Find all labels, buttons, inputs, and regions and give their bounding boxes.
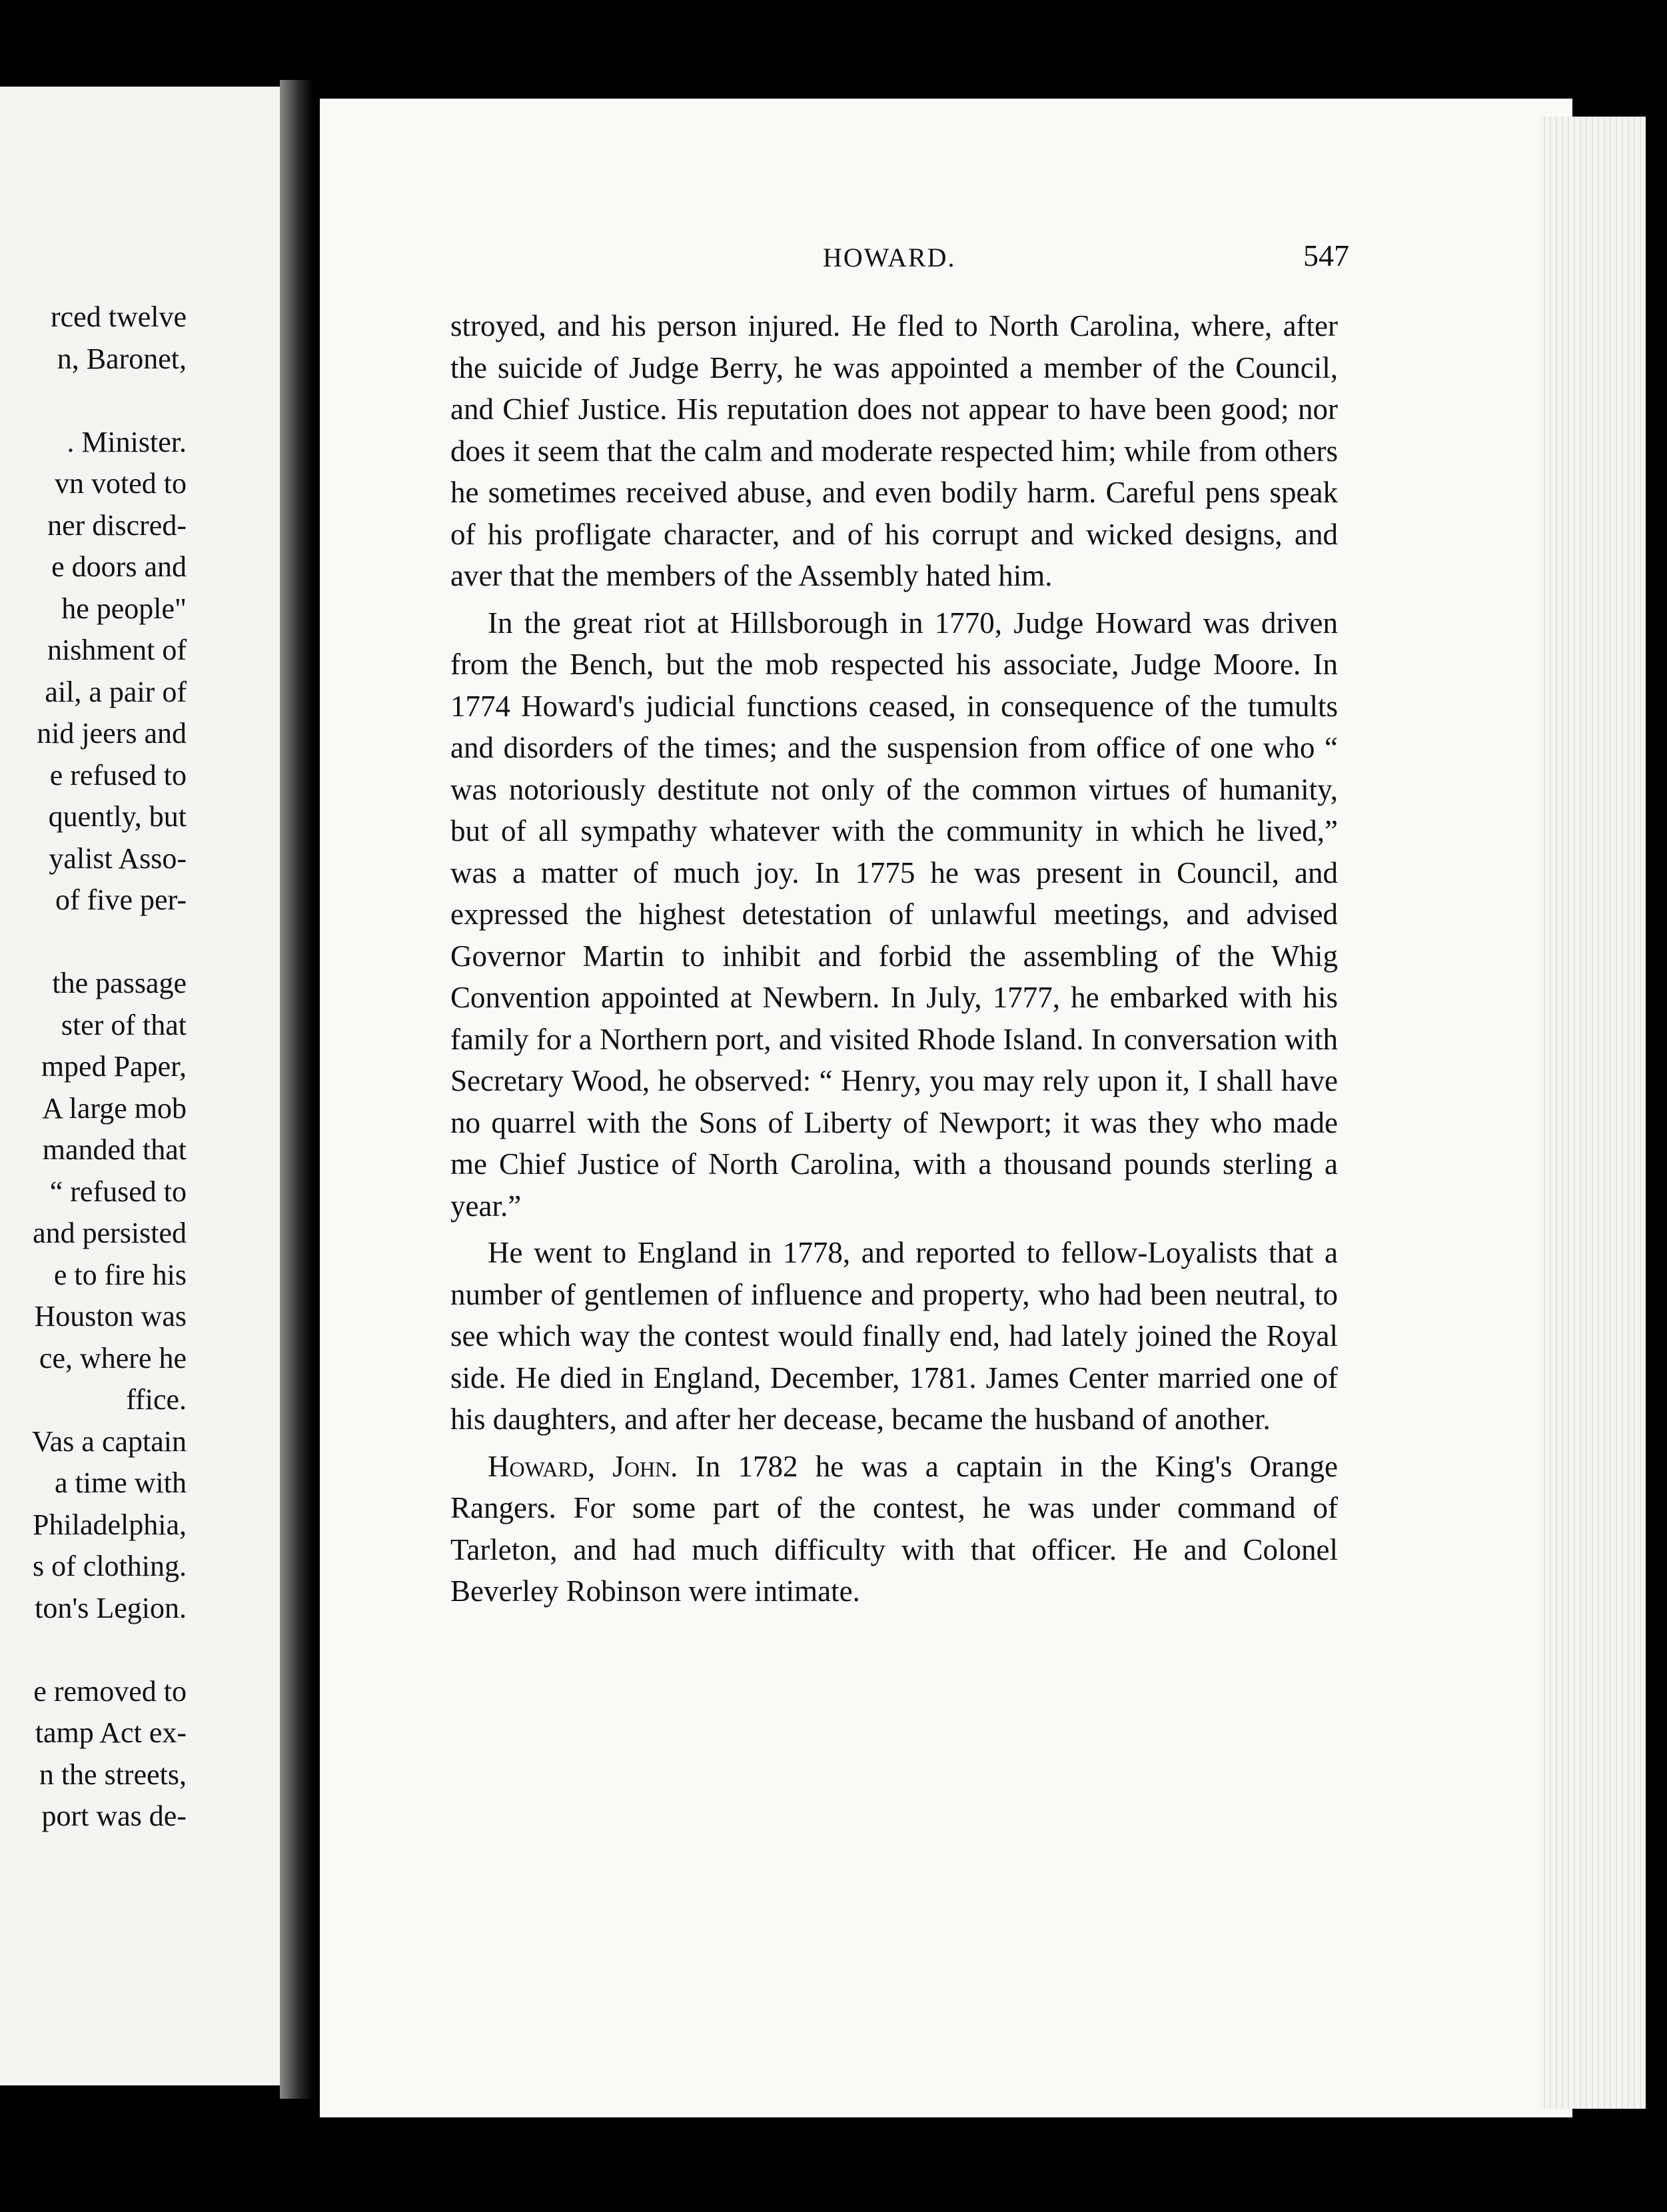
paragraph-3: He went to England in 1778, and reported to fellow-Loyalists that a number of gentlemen of influence and property, who had been neutral, to see which way the contest would finally end, had lately joined the Royal side. He died in England, December, 1781. James Center married one of his daughters, and after her decease, became the husband of another. xyxy=(450,1236,1338,1436)
previous-page-line: ffice. xyxy=(126,1383,187,1416)
paragraph-4 xyxy=(450,1446,1338,1612)
paragraph-2: In the great riot at Hillsborough in 1770, Judge Howard was driven from the Bench, but the mob respected his associate, Judge Moore. In 1774 Howard's judicial functions ceased, in consequence of the tumults and disorders of the times; and the suspension from office of one who “ was notoriously destitute not only of the common virtues of humanity, but of all sympathy whatever with the community in which he lived,” was a matter of much joy. In 1775 he was present in Council, and expressed the highest detestation of unlawful meetings, and advised Governor Martin to inhibit and forbid the assembling of the Whig Convention appointed at Newbern. In July, 1777, he embarked with his family for a Northern port, and visited Rhode Island. In conversation with Secretary Wood, he observed: “ Henry, you may rely upon it, I shall have no quarrel with the Sons of Liberty of Newport; it was they who made me Chief Justice of North Carolina, with a thousand pounds sterling a year.” xyxy=(450,606,1338,1223)
previous-page-line: mped Paper, xyxy=(41,1050,187,1083)
page-fore-edge xyxy=(1539,117,1646,2109)
previous-page-line: nid jeers and xyxy=(37,717,187,750)
previous-page-line: and persisted xyxy=(33,1217,187,1249)
previous-page-line: Houston was xyxy=(34,1300,187,1333)
previous-page-line: “ refused to xyxy=(49,1175,187,1208)
previous-page-line: e refused to xyxy=(49,758,187,792)
previous-page-line: ner discred- xyxy=(47,508,187,542)
previous-page-line: e doors and xyxy=(51,550,187,583)
previous-page-text xyxy=(0,296,187,1838)
previous-page-line: port was de- xyxy=(41,1800,187,1832)
previous-page-line: of five per- xyxy=(55,883,187,916)
previous-page-line: Vas a captain xyxy=(31,1424,187,1458)
entry-name: Howard, John. xyxy=(488,1449,678,1483)
previous-page-line xyxy=(0,1629,187,1671)
previous-page-line: e removed to xyxy=(33,1674,187,1708)
previous-page-line: n the streets, xyxy=(39,1758,187,1791)
page-number: 547 xyxy=(1303,239,1349,273)
previous-page-line: e to fire his xyxy=(53,1258,187,1291)
previous-page-line: ster of that xyxy=(61,1008,187,1041)
previous-page-line: Philadelphia, xyxy=(33,1508,187,1541)
previous-page-line: the passage xyxy=(52,967,187,999)
previous-page-line: ton's Legion. xyxy=(35,1591,187,1624)
main-text xyxy=(450,305,1338,1612)
previous-page-line: vn voted to xyxy=(55,467,187,500)
previous-page-line: manded that xyxy=(42,1133,187,1166)
previous-page-line: s of clothing. xyxy=(33,1550,187,1582)
previous-page-line: he people" xyxy=(61,592,187,625)
previous-page-line xyxy=(0,380,187,422)
previous-page-line: a time with xyxy=(55,1466,187,1499)
previous-page-line: tamp Act ex- xyxy=(35,1716,187,1749)
previous-page-line: n, Baronet, xyxy=(57,342,187,375)
previous-page-line: quently, but xyxy=(48,800,187,833)
previous-page-line: . Minister. xyxy=(67,425,187,458)
previous-page-line: ce, where he xyxy=(39,1341,187,1375)
paragraph-4-body: In 1782 he was a captain in the King's Orange Rangers. For some part of the contest, he was under command of Tarleton, and had much difficulty with that officer. He and Colonel Beverley Robinson were intimate. xyxy=(450,1449,1338,1608)
running-title: HOWARD. xyxy=(823,243,956,273)
previous-page-line: nishment of xyxy=(47,634,187,666)
previous-page-line: rced twelve xyxy=(51,300,187,333)
previous-page-line: A large mob xyxy=(42,1091,187,1125)
previous-page xyxy=(0,87,293,2085)
previous-page-line: ail, a pair of xyxy=(45,675,187,708)
page-header xyxy=(823,239,1349,282)
book-gutter xyxy=(280,80,313,2099)
previous-page-line xyxy=(0,921,187,963)
paragraph-1: stroyed, and his person injured. He fled to North Carolina, where, after the suicide of Judge Berry, he was appointed a member of the Council, and Chief Justice. His reputation does not appear to have been good; nor does it seem that the calm and moderate respected him; while from others he sometimes received abuse, and even bodily harm. Careful pens speak of his profligate character, and of his corrupt and wicked designs, and aver that the members of the Assembly hated him. xyxy=(450,309,1338,592)
previous-page-line: yalist Asso- xyxy=(49,841,187,875)
